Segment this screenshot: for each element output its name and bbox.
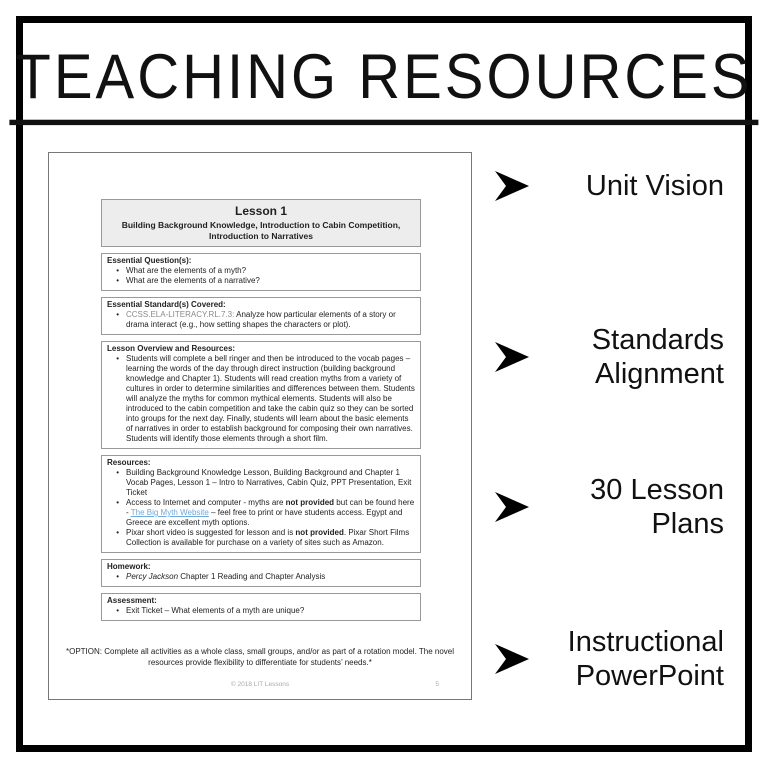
bullet-text (126, 310, 415, 330)
text-segment: . Pixar Short Films Collection is available for purchase on a variety of sites such as Amazon. (126, 528, 410, 547)
text-segment: CCSS.ELA-LITERACY.RL.7.3: (126, 310, 235, 319)
section-bullets (107, 572, 415, 582)
big-myth-website-link[interactable]: The Big Myth Website (130, 508, 209, 517)
feature-label: 30 Lesson Plans (590, 474, 724, 540)
feature-row-standards-alignment (494, 320, 724, 394)
bullet-marker: • (116, 528, 119, 537)
bullet-text (126, 498, 415, 528)
bullet-text (126, 354, 415, 444)
bullet-item (107, 276, 415, 286)
arrowhead-right-icon (494, 491, 532, 523)
bullet-item (107, 528, 415, 548)
lesson-section (101, 559, 421, 587)
section-heading: Resources: (107, 458, 151, 467)
bullet-text (126, 266, 415, 276)
feature-label: Instructional PowerPoint (567, 626, 724, 692)
lesson-section (101, 341, 421, 449)
bullet-item (107, 606, 415, 616)
bullet-marker: • (116, 354, 119, 363)
text-segment: not provided (295, 528, 344, 537)
text-segment: not provided (285, 498, 335, 507)
text-segment: Building Background Knowledge Lesson, Building Background and Chapter 1 Vocab Pages, Lesson 1 – Intro to Narratives, Cabin Quiz, PPT Presentation, Exit Ticket (126, 468, 412, 497)
copyright-text: © 2018 LIT Lessons (230, 681, 290, 688)
text-segment: but can be found here - (126, 498, 415, 517)
arrowhead-right-icon (494, 643, 532, 675)
text-segment: What are the elements of a myth? (126, 266, 247, 275)
section-bullets (107, 354, 415, 444)
bullet-item (107, 468, 415, 498)
feature-row-instructional-powerpoint (494, 622, 724, 696)
text-segment: Students will complete a bell ringer and then be introduced to the vocab pages – learning the words of the day through direct instruction (building background knowledge and Chapter 1). Students will read creation myths from a variety of cultures in order to determine similarities and differences between them. Students will analyze the myths for common mythical elements. Students will also be introduced to the cabin competition and take the cabin quiz so they can be sorted into groups for the next day. Finally, students will learn about the basic elements of narratives in order to establish background for composing their own narratives. Students will identify those elements through a short film. (126, 354, 415, 443)
arrowhead-right-icon (494, 341, 532, 373)
bullet-marker: • (116, 468, 119, 477)
bullet-item (107, 266, 415, 276)
text-segment: Pixar short video is suggested for lesson and is (126, 528, 296, 537)
bullet-item (107, 310, 415, 330)
bullet-text (126, 606, 415, 616)
feature-row-unit-vision (494, 156, 724, 216)
feature-label: Unit Vision (585, 170, 724, 202)
text-segment: What are the elements of a narrative? (126, 276, 260, 285)
bullet-text (126, 468, 415, 498)
bullet-marker: • (116, 266, 119, 275)
lesson-table (101, 199, 421, 627)
section-bullets (107, 266, 415, 286)
lesson-header-cell (101, 199, 421, 247)
lesson-plan-page (48, 152, 472, 700)
lesson-number: Lesson 1 (234, 204, 288, 218)
text-segment: Access to Internet and computer - myths are (126, 498, 286, 507)
bullet-text (126, 528, 415, 548)
lesson-section (101, 253, 421, 291)
arrowhead-right-icon (494, 170, 532, 202)
bullet-item (107, 498, 415, 528)
bullet-marker: • (116, 572, 119, 581)
section-bullets (107, 310, 415, 330)
section-heading: Assessment: (107, 596, 157, 605)
section-heading: Lesson Overview and Resources: (107, 344, 236, 353)
page-title: TEACHING RESOURCES (9, 41, 758, 125)
bullet-text (126, 276, 415, 286)
text-segment: Exit Ticket – What elements of a myth are unique? (126, 606, 305, 615)
lesson-subtitle: Building Background Knowledge, Introduction to Cabin Competition, Introduction to Narratives (121, 220, 401, 241)
bullet-marker: • (116, 276, 119, 285)
section-heading: Essential Standard(s) Covered: (107, 300, 226, 309)
option-note: *OPTION: Complete all activities as a whole class, small groups, and/or as part of a rotation model. The novel resources provide flexibility to differentiate for students’ needs.* (65, 647, 455, 667)
bullet-item (107, 572, 415, 582)
bullet-item (107, 354, 415, 444)
section-heading: Homework: (107, 562, 151, 571)
lesson-table-body (101, 253, 421, 621)
feature-row-30-lesson-plans (494, 470, 724, 544)
text-segment: Percy Jackson (126, 572, 179, 581)
bullet-marker: • (116, 606, 119, 615)
bullet-marker: • (116, 310, 119, 319)
page-number: 5 (435, 681, 439, 688)
lesson-section (101, 455, 421, 553)
feature-label: Standards Alignment (591, 324, 724, 390)
lesson-section (101, 593, 421, 621)
lesson-section (101, 297, 421, 335)
bullet-marker: • (116, 498, 119, 507)
section-bullets (107, 606, 415, 616)
text-segment: – feel free to print or have students access. Egypt and Greece are excellent myth options. (126, 508, 403, 527)
text-segment: Analyze how particular elements of a story or drama interact (e.g., how setting shapes the characters or plot). (126, 310, 396, 329)
text-segment: Chapter 1 Reading and Chapter Analysis (178, 572, 326, 581)
section-bullets (107, 468, 415, 548)
section-heading: Essential Question(s): (107, 256, 192, 265)
bullet-text (126, 572, 415, 582)
